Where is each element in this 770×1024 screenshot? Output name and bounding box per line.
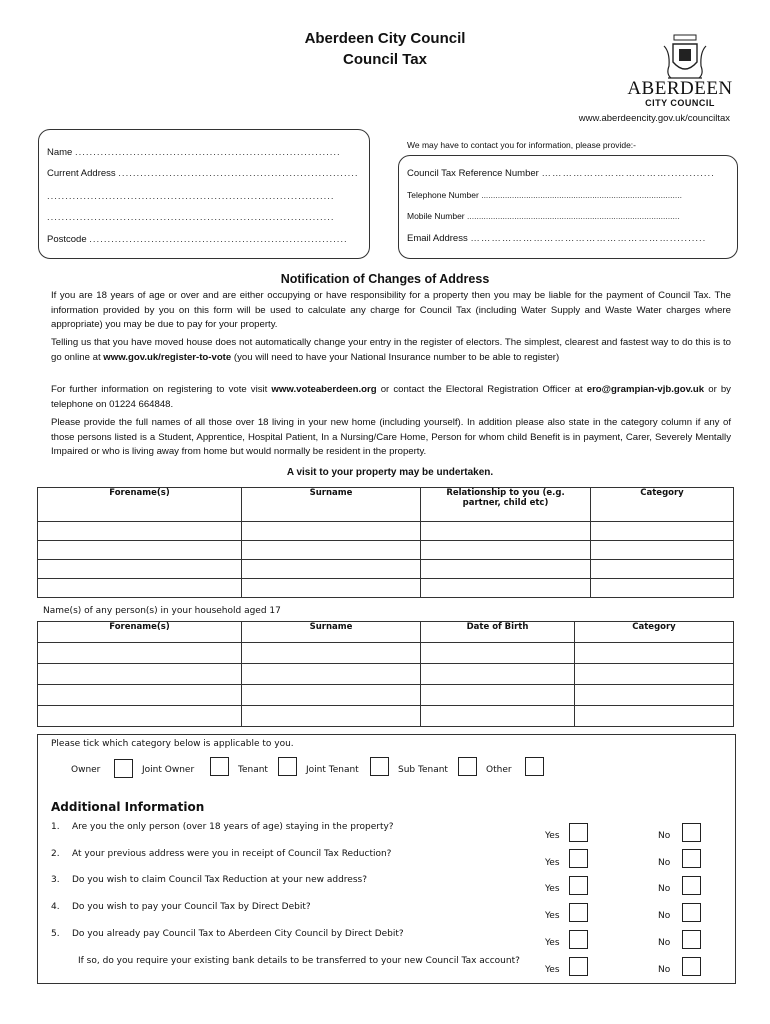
vote-info-text: For further information on registering to vote visit — [51, 384, 272, 395]
question-number: 3. — [51, 875, 60, 885]
category-prompt: Please tick which category below is applicable to you. — [51, 739, 294, 749]
q2-yes-checkbox[interactable] — [569, 849, 588, 868]
table-cell[interactable] — [421, 685, 575, 706]
reference-number-field[interactable]: Council Tax Reference Number ………………………………............. — [407, 168, 715, 179]
yes-label: Yes — [545, 884, 560, 894]
table-cell[interactable] — [242, 560, 421, 579]
question-2-text: At your previous address were you in receipt of Council Tax Reduction? — [72, 849, 392, 859]
col-relationship: Relationship to you (e.g. partner, child etc) — [421, 488, 591, 522]
contact-note: We may have to contact you for information, please provide:- — [407, 140, 636, 150]
col-category: Category — [575, 622, 734, 643]
table-cell[interactable] — [575, 643, 734, 664]
table-header-row — [38, 488, 734, 522]
table-row[interactable] — [38, 579, 734, 598]
aged-17-table — [37, 621, 734, 727]
table-cell[interactable] — [575, 685, 734, 706]
table-row[interactable] — [38, 560, 734, 579]
table-cell[interactable] — [242, 706, 421, 727]
joint-owner-checkbox[interactable] — [210, 757, 229, 776]
table-cell[interactable] — [242, 685, 421, 706]
table-cell[interactable] — [242, 664, 421, 685]
yes-label: Yes — [545, 965, 560, 975]
sub-tenant-checkbox[interactable] — [458, 757, 477, 776]
register-to-vote-link[interactable]: www.gov.uk/register-to-vote — [103, 351, 232, 363]
table-row[interactable] — [38, 522, 734, 541]
no-label: No — [658, 938, 671, 948]
visit-notice: A visit to your property may be undertaken. — [286, 467, 494, 478]
table-cell[interactable] — [591, 560, 734, 579]
table-cell[interactable] — [242, 579, 421, 598]
option-tenant-label: Tenant — [238, 765, 268, 775]
question-6-text: If so, do you require your existing bank details to be transferred to your new Council Tax account? — [78, 956, 520, 966]
table-cell[interactable] — [38, 685, 242, 706]
option-other-label: Other — [486, 765, 512, 775]
table-header-row — [38, 622, 734, 643]
table-cell[interactable] — [242, 541, 421, 560]
telephone-field[interactable]: Telephone Number ..................................................................................... — [407, 190, 682, 200]
table-cell[interactable] — [575, 664, 734, 685]
no-label: No — [658, 911, 671, 921]
email-field[interactable]: Email Address ………………………………………………….......... — [407, 233, 707, 244]
yes-label: Yes — [545, 858, 560, 868]
table-cell[interactable] — [242, 522, 421, 541]
table-cell[interactable] — [591, 541, 734, 560]
q3-yes-checkbox[interactable] — [569, 876, 588, 895]
question-number: 5. — [51, 929, 60, 939]
electoral-text: Telling us that you have moved house does not automatically change your entry in the register of electors. The simplest, clearest and fastest way to do this is to go online at — [51, 337, 731, 363]
table-cell[interactable] — [38, 643, 242, 664]
table-cell[interactable] — [38, 664, 242, 685]
notice-heading: Notification of Changes of Address — [280, 272, 490, 286]
table-row[interactable] — [38, 706, 734, 727]
table-cell[interactable] — [591, 522, 734, 541]
electoral-text-end: (you will need to have your National Insurance number to be able to register) — [231, 351, 560, 363]
table-row[interactable] — [38, 685, 734, 706]
col-date-of-birth: Date of Birth — [421, 622, 575, 643]
additional-info-heading: Additional Information — [51, 800, 205, 814]
question-5-text: Do you already pay Council Tax to Aberdeen City Council by Direct Debit? — [72, 929, 404, 939]
no-label: No — [658, 965, 671, 975]
website-url[interactable]: www.aberdeencity.gov.uk/counciltax — [578, 113, 730, 124]
q4-no-checkbox[interactable] — [682, 903, 701, 922]
name-label: Name — [47, 147, 73, 158]
mobile-label: Mobile Number — [407, 211, 465, 221]
table-cell[interactable] — [421, 541, 591, 560]
q3-no-checkbox[interactable] — [682, 876, 701, 895]
aged-17-caption: Name(s) of any person(s) in your household aged 17 — [43, 606, 281, 616]
table-row[interactable] — [38, 643, 734, 664]
vote-info-paragraph — [51, 383, 731, 412]
table-cell[interactable] — [38, 522, 242, 541]
voteaberdeen-link[interactable]: www.voteaberdeen.org — [271, 384, 377, 395]
option-joint-owner-label: Joint Owner — [142, 765, 195, 775]
table-cell[interactable] — [38, 706, 242, 727]
current-address-field[interactable]: Current Address .................................................................. — [47, 168, 359, 179]
table-cell[interactable] — [421, 706, 575, 727]
telephone-label: Telephone Number — [407, 190, 479, 200]
occupants-paragraph: Please provide the full names of all those over 18 living in your new home (including yourself). In addition please also state in the category column if any of those persons listed is a Student, Apprentice, Hospital Patient, In a Nursing/Care Home, Person for whom child Benefit is in payment, Carer, Severely Mentally Impaired or who is living away from home but would normally be resident in the property. — [51, 417, 731, 457]
question-number: 2. — [51, 849, 60, 859]
owner-checkbox[interactable] — [114, 759, 133, 778]
table-cell[interactable] — [38, 579, 242, 598]
col-category: Category — [591, 488, 734, 522]
org-title: Aberdeen City Council — [304, 30, 466, 47]
postcode-field[interactable]: Postcode ....................................................................... — [47, 234, 348, 245]
electoral-paragraph — [51, 336, 731, 365]
table-row[interactable] — [38, 541, 734, 560]
table-cell[interactable] — [242, 643, 421, 664]
table-cell[interactable] — [575, 706, 734, 727]
col-forename: Forename(s) — [38, 622, 242, 643]
mobile-field[interactable]: Mobile Number .......................................................................................... — [407, 211, 680, 221]
q1-no-checkbox[interactable] — [682, 823, 701, 842]
q1-yes-checkbox[interactable] — [569, 823, 588, 842]
yes-label: Yes — [545, 938, 560, 948]
option-sub-tenant-label: Sub Tenant — [398, 765, 448, 775]
address-line-2[interactable]: ............................................................................... — [47, 191, 335, 202]
address-line-3[interactable]: ............................................................................... — [47, 212, 335, 223]
ero-email-link[interactable]: ero@grampian-vjb.gov.uk — [586, 384, 705, 395]
postcode-label: Postcode — [47, 234, 87, 245]
yes-label: Yes — [545, 911, 560, 921]
other-checkbox[interactable] — [525, 757, 544, 776]
vote-info-text-mid: or contact the Electoral Registration Officer at — [376, 384, 587, 395]
email-label: Email Address — [407, 233, 468, 244]
no-label: No — [658, 858, 671, 868]
adult-occupants-table — [37, 487, 734, 598]
table-cell[interactable] — [421, 643, 575, 664]
question-number: 1. — [51, 822, 60, 832]
question-1-text: Are you the only person (over 18 years of age) staying in the property? — [72, 822, 394, 832]
table-cell[interactable] — [421, 522, 591, 541]
question-3-text: Do you wish to claim Council Tax Reduction at your new address? — [72, 875, 367, 885]
no-label: No — [658, 884, 671, 894]
table-cell[interactable] — [591, 579, 734, 598]
option-owner-label: Owner — [71, 765, 101, 775]
q2-no-checkbox[interactable] — [682, 849, 701, 868]
table-cell[interactable] — [421, 579, 591, 598]
col-forename: Forename(s) — [38, 488, 242, 522]
col-surname: Surname — [242, 488, 421, 522]
council-crest-logo — [660, 32, 710, 82]
table-cell[interactable] — [421, 560, 591, 579]
table-row[interactable] — [38, 664, 734, 685]
table-cell[interactable] — [38, 541, 242, 560]
brand-name: ABERDEEN — [627, 78, 733, 99]
table-cell[interactable] — [421, 664, 575, 685]
q5-yes-checkbox[interactable] — [569, 930, 588, 949]
question-4-text: Do you wish to pay your Council Tax by Direct Debit? — [72, 902, 311, 912]
q5-no-checkbox[interactable] — [682, 930, 701, 949]
table-cell[interactable] — [38, 560, 242, 579]
form-title: Council Tax — [343, 51, 427, 68]
joint-tenant-checkbox[interactable] — [370, 757, 389, 776]
liability-paragraph: If you are 18 years of age or over and are either occupying or have responsibility for a property then you may be liable for the payment of Council Tax. The information provided by you on this form will be used to calculate any charge for Council Tax (including Water Supply and Waste Water charges where appropriate) you may be due to pay for your property. — [51, 290, 731, 330]
yes-label: Yes — [545, 831, 560, 841]
q4-yes-checkbox[interactable] — [569, 903, 588, 922]
q6-no-checkbox[interactable] — [682, 957, 701, 976]
name-field[interactable]: Name ......................................................................... — [47, 147, 341, 158]
col-surname: Surname — [242, 622, 421, 643]
current-address-label: Current Address — [47, 168, 116, 179]
q6-yes-checkbox[interactable] — [569, 957, 588, 976]
tenant-checkbox[interactable] — [278, 757, 297, 776]
no-label: No — [658, 831, 671, 841]
reference-number-label: Council Tax Reference Number — [407, 168, 539, 179]
question-number: 4. — [51, 902, 60, 912]
brand-subtitle: CITY COUNCIL — [645, 98, 715, 108]
vote-info-text-end: or by telephone on 01224 664848. — [51, 384, 731, 410]
option-joint-tenant-label: Joint Tenant — [306, 765, 359, 775]
